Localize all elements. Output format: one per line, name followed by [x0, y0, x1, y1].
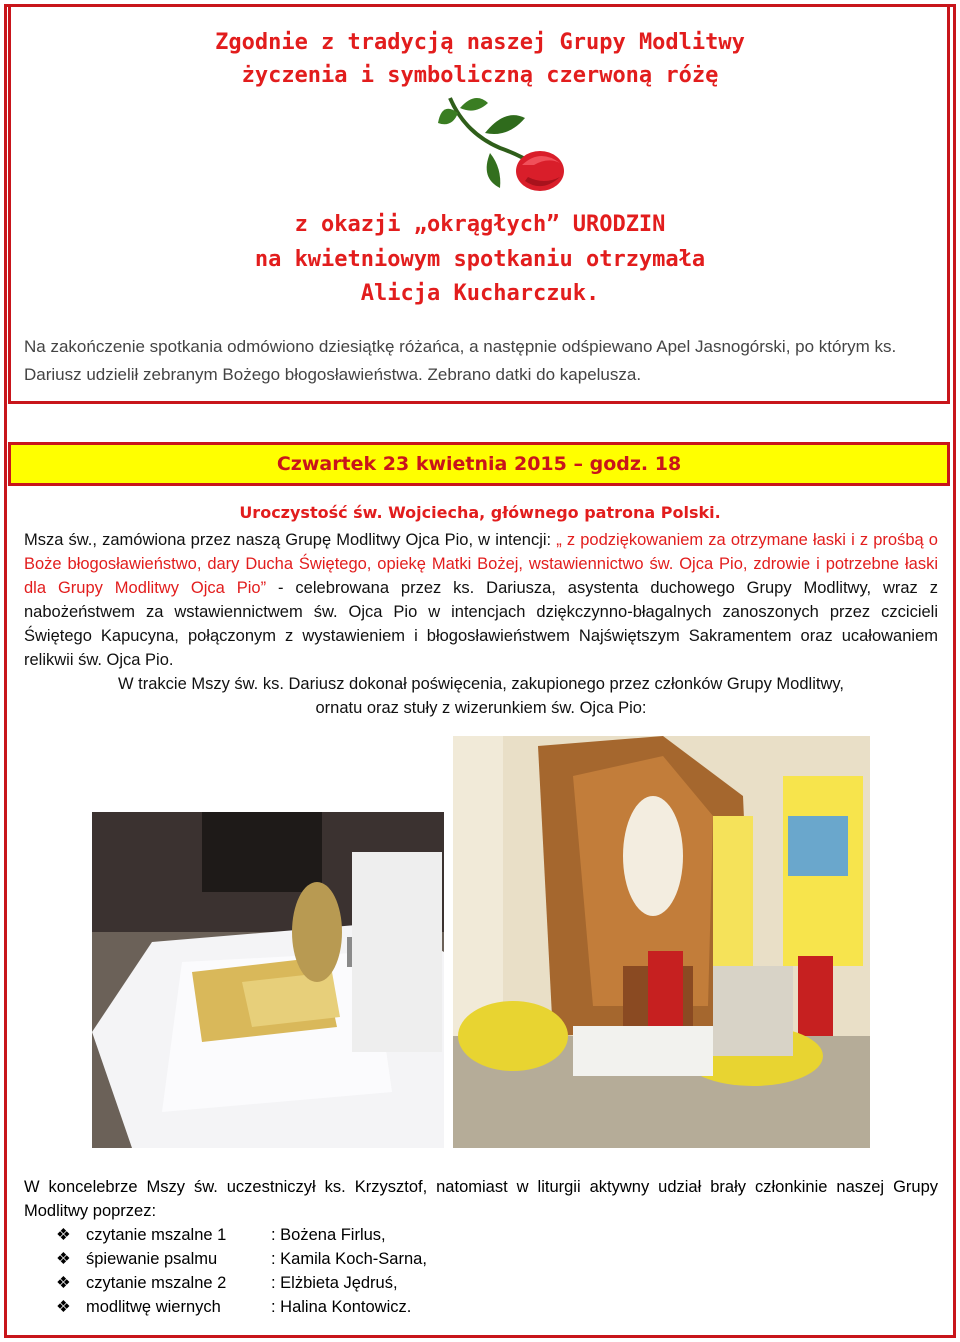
list-item: [56, 1223, 427, 1247]
role-label: czytanie mszalne 1: [86, 1226, 227, 1244]
participation-paragraph: W koncelebrze Mszy św. uczestniczył ks. Krzysztof, natomiast w liturgii aktywny udział brały członkinie naszej Grupy Modlitwy poprzez:: [24, 1178, 938, 1220]
list-item: [56, 1247, 427, 1271]
mass-celebration-text: - celebrowana przez ks. Dariusza, asystenta duchowego Grupy Modlitwy, wraz z nabożeństwem za wstawiennictwem św. Ojca Pio w intencjach dziękczynno-błagalnych zanoszonych przez czcicieli Świętego Kapucyna, połączonym z wystawieniem i błogosławieństwem Najświętszym Sakramentem oraz ucałowaniem relikwii św. Ojca Pio.: [24, 579, 938, 669]
blessing-line-1: W trakcie Mszy św. ks. Dariusz dokonał poświęcenia, zakupionego przez członków Grupy Modlitwy,: [118, 675, 844, 693]
red-rose-icon: [430, 93, 570, 203]
mass-label: Msza św.: [24, 531, 93, 549]
intro-paragraph: Na zakończenie spotkania odmówiono dziesiątkę różańca, a następnie odśpiewano Apel Jasnogórski, po którym ks. Dariusz udzielił zebranym Bożego błogosławieństwa. Zebrano datki do kapelusza.: [24, 337, 897, 384]
church-altar-photo: [453, 736, 870, 1148]
role-label: modlitwę wiernych: [86, 1298, 221, 1316]
roles-list: [56, 1223, 427, 1319]
role-label: śpiewanie psalmu: [86, 1250, 218, 1268]
role-person: : Halina Kontowicz.: [271, 1298, 412, 1316]
role-person: : Elżbieta Jędruś,: [271, 1274, 398, 1292]
blessing-line-2: ornatu oraz stuły z wizerunkiem św. Ojca Pio:: [315, 699, 647, 717]
vestments-photo: [92, 812, 444, 1148]
mass-intro-text: , zamówiona przez naszą Grupę Modlitwy Ojca Pio, w intencji:: [92, 531, 557, 549]
list-item: [56, 1271, 427, 1295]
event-subtitle: Uroczystość św. Wojciecha, głównego patrona Polski.: [239, 503, 721, 522]
role-label: czytanie mszalne 2: [86, 1274, 227, 1292]
event-date-bar: Czwartek 23 kwietnia 2015 – godz. 18: [8, 442, 950, 486]
diamond-bullet-icon: ❖: [56, 1226, 71, 1244]
greeting-line-1: Zgodnie z tradycją naszej Grupy Modlitwy: [215, 30, 745, 55]
diamond-bullet-icon: ❖: [56, 1298, 71, 1316]
diamond-bullet-icon: ❖: [56, 1274, 71, 1292]
role-person: : Bożena Firlus,: [271, 1226, 386, 1244]
list-item: [56, 1295, 427, 1319]
diamond-bullet-icon: ❖: [56, 1250, 71, 1268]
main-paragraph: [24, 528, 938, 720]
role-person: : Kamila Koch-Sarna,: [271, 1250, 427, 1268]
greeting-name: Alicja Kucharczuk.: [360, 281, 600, 306]
mass-intention: „ z podziękowaniem za otrzymane łaski i z prośbą o Boże błogosławieństwo, dary Ducha Świętego, opiekę Matki Bożej, wstawiennictwo św. Ojca Pio, zdrowie i potrzebne łaski dla Grupy Modlitwy Ojca Pio”: [24, 531, 938, 597]
greeting-line-4: na kwietniowym spotkaniu otrzymała: [254, 247, 706, 272]
greeting-line-3: z okazji „okrągłych” URODZIN: [294, 212, 666, 237]
greeting-line-2: życzenia i symboliczną czerwoną różę: [241, 63, 719, 88]
